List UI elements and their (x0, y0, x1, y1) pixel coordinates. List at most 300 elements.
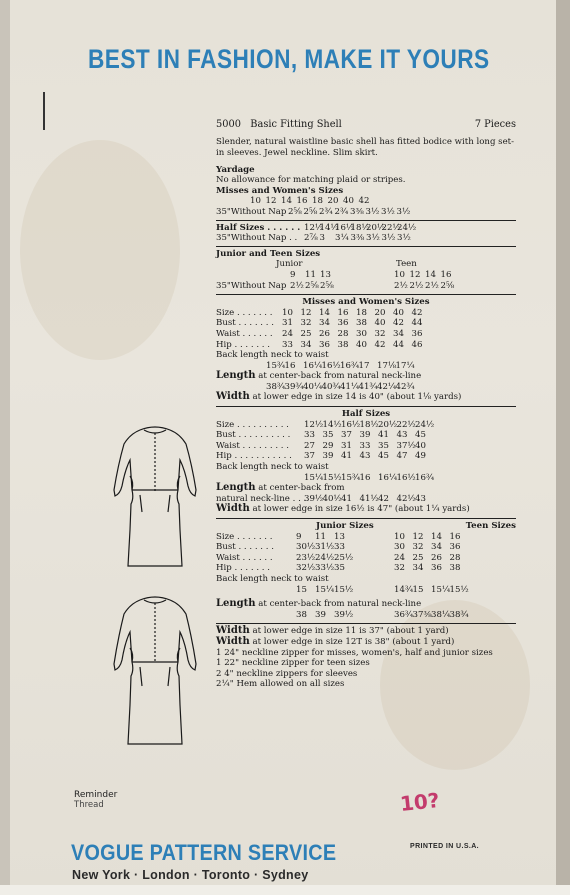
table-cell: 42¾ (395, 381, 415, 392)
table-cell: 16½ (396, 472, 416, 483)
table-cell: 27 (304, 440, 315, 451)
table-cell: 15½ (322, 472, 342, 483)
value-cells (304, 430, 431, 441)
value-cells (282, 318, 427, 329)
table-cell: 2⅝ (440, 280, 455, 291)
table-cell: 12 (265, 196, 277, 207)
value-cells (266, 360, 415, 372)
divider (216, 246, 516, 247)
envelope-right-edge (556, 0, 570, 895)
value-cells (296, 585, 394, 596)
measure-row (216, 308, 516, 319)
table-cell: 36 (411, 328, 423, 339)
table-cell: 10 (394, 531, 405, 542)
pattern-name: Basic Fitting Shell (250, 119, 342, 130)
jt-length-label: Length at center-back from natural neck-line (216, 598, 422, 610)
table-cell: 16¼ (378, 472, 398, 483)
table-cell: 42 (374, 339, 386, 350)
row-label: 35"Without Nap (216, 206, 287, 217)
measure-row (216, 532, 516, 543)
table-cell: 39 (322, 451, 334, 462)
table-cell: 2½ (394, 280, 408, 291)
value-cells (290, 281, 394, 292)
divider (216, 406, 516, 407)
table-cell: 41 (378, 430, 389, 441)
size-cells (304, 222, 417, 234)
table-cell: 32 (374, 328, 386, 339)
table-cell: 3½ (365, 206, 380, 217)
table-cell: 43 (415, 493, 426, 504)
table-cell: 14½ (322, 419, 342, 430)
table-cell: 36 (319, 339, 330, 350)
row-label: Waist . . . . . . . . . (216, 440, 289, 451)
table-cell: 18½ (350, 222, 370, 233)
table-cell: 37½ (396, 440, 416, 451)
pattern-number: 5000 (216, 119, 241, 130)
table-cell: 16½ (341, 419, 361, 430)
jt-measure-table (216, 532, 516, 574)
jt-measure-titles: Junior Sizes Teen Sizes (316, 521, 516, 531)
table-cell: 40¼ (303, 381, 323, 392)
table-cell: 26 (431, 552, 442, 563)
row-label: Hip . . . . . . . (216, 339, 270, 350)
table-cell: 42 (378, 493, 389, 504)
pattern-header (216, 120, 516, 131)
envelope-left-edge (0, 0, 10, 895)
row-label: Size . . . . . . . (216, 307, 273, 318)
table-cell: 30½ (296, 542, 316, 553)
table-cell: 42 (358, 196, 370, 207)
table-cell: 33 (359, 440, 371, 451)
row-label: 35"Without Nap (216, 280, 287, 291)
junior-cells (296, 553, 394, 564)
value-cells (282, 329, 427, 340)
table-cell: 24½ (415, 419, 435, 430)
table-cell: 25 (300, 328, 312, 339)
misses-back-row (216, 361, 516, 372)
table-cell: 38¾ (266, 381, 286, 392)
divider (216, 294, 516, 295)
table-cell: 25 (412, 552, 424, 563)
misses-back-label: Back length neck to waist (216, 350, 329, 361)
table-cell: 20 (327, 196, 339, 207)
table-cell: 10 (394, 269, 405, 280)
table-cell: 33½ (315, 563, 335, 574)
jt-back-label: Back length neck to waist (216, 573, 329, 584)
table-cell: 9 (296, 531, 302, 542)
table-cell: 14 (425, 269, 436, 280)
value-cells (304, 441, 431, 452)
table-cell: 44 (411, 318, 423, 329)
row-label: Size . . . . . . . (216, 531, 273, 542)
table-cell: 2⅝ (288, 206, 302, 217)
value-cells (282, 308, 427, 319)
table-cell: 17¼ (395, 360, 415, 371)
table-cell: 34 (393, 328, 404, 339)
table-cell: 37⅜ (412, 609, 432, 620)
table-cell: 40 (374, 318, 386, 329)
teen-cells (394, 542, 465, 553)
teen-cells (394, 532, 465, 543)
paper-stain (20, 140, 180, 360)
table-cell: 14 (431, 531, 442, 542)
table-cell: 9 (290, 269, 296, 280)
pattern-pieces: 7 Pieces (474, 119, 516, 130)
yardage-note: No allowance for matching plaid or stripes. (216, 175, 406, 186)
table-cell: 2⅝ (320, 280, 334, 291)
table-cell: 43 (396, 430, 408, 441)
table-cell: 16½ (335, 222, 355, 233)
yardage-half-row (216, 233, 516, 244)
size-cells (250, 196, 374, 207)
half-measure-title: Half Sizes (341, 409, 391, 420)
table-cell: 34 (412, 563, 424, 574)
table-cell: 35 (378, 440, 389, 451)
table-cell: 3 (319, 233, 325, 244)
jt-back-row (216, 585, 516, 596)
table-cell: 18 (356, 307, 367, 318)
row-label: 35"Without Nap . . (216, 233, 298, 244)
table-cell: 32 (394, 563, 405, 574)
notion-item: 1 22" neckline zipper for teen sizes (216, 658, 370, 669)
table-cell: 2½ (409, 280, 424, 291)
table-cell: 41 (341, 493, 352, 504)
value-cells (304, 451, 431, 462)
table-cell: 2⅞ (304, 233, 318, 244)
table-cell: 33 (282, 339, 293, 350)
table-cell: 3½ (366, 233, 380, 244)
table-cell: 10 (282, 307, 293, 318)
table-cell: 41¾ (358, 381, 378, 392)
row-label: Hip . . . . . . . . . . . (216, 451, 292, 462)
table-cell: 41¼ (340, 381, 360, 392)
table-cell: 2¾ (319, 206, 333, 217)
table-cell: 18 (312, 196, 323, 207)
measure-row (216, 542, 516, 553)
yardage-jt-row (216, 281, 516, 292)
table-cell: 15 (412, 584, 424, 595)
value-cells (304, 494, 431, 505)
table-cell: 30 (356, 328, 367, 339)
table-cell: 20½ (378, 419, 398, 430)
table-cell: 16¾ (340, 360, 360, 371)
divider (216, 220, 516, 221)
table-cell: 39 (359, 430, 371, 441)
table-cell: 15½ (449, 584, 469, 595)
table-cell: 15¼ (304, 472, 324, 483)
half-back-label: Back length neck to waist (216, 462, 329, 473)
table-cell: 34 (431, 542, 442, 553)
table-cell: 2½ (290, 280, 304, 291)
row-label: Bust . . . . . . . (216, 318, 274, 329)
junior-cells (296, 563, 394, 574)
row-label: Waist . . . . . . (216, 328, 273, 339)
printed-in-label: PRINTED IN U.S.A. (410, 843, 480, 850)
table-cell: 38 (356, 318, 367, 329)
table-cell: 15 (296, 584, 307, 595)
measure-row (216, 318, 516, 329)
table-cell: 44 (393, 339, 404, 350)
table-cell: 2⅝ (303, 206, 318, 217)
table-cell: 15¼ (315, 584, 335, 595)
table-cell: 10 (250, 196, 261, 207)
measure-row (216, 430, 516, 441)
reminder-title: Reminder (74, 790, 118, 800)
table-cell: 18½ (359, 419, 379, 430)
table-cell: 36¾ (394, 609, 414, 620)
handwritten-note: 10? (398, 788, 441, 816)
footer-title: VOGUE PATTERN SERVICE (71, 840, 337, 865)
junior-label: Junior (276, 259, 303, 270)
table-cell: 40½ (322, 493, 342, 504)
table-cell: 3½ (396, 206, 411, 217)
table-cell: 37 (304, 451, 315, 462)
table-cell: 15¾ (341, 472, 361, 483)
table-cell: 16½ (321, 360, 341, 371)
table-cell: 42¼ (377, 381, 397, 392)
table-cell: 31 (341, 440, 352, 451)
table-cell: 39½ (304, 493, 324, 504)
reminder-item: Thread (74, 800, 104, 810)
row-label: Half Sizes . . . . . . (216, 222, 301, 233)
measure-row (216, 441, 516, 452)
table-cell: 31½ (315, 542, 335, 553)
table-cell: 3¼ (335, 233, 349, 244)
table-cell: 38 (337, 339, 349, 350)
table-cell: 3⅜ (350, 206, 364, 217)
table-cell: 13 (334, 531, 345, 542)
teen-cells (394, 553, 465, 564)
table-cell: 3½ (397, 233, 411, 244)
value-cells (304, 419, 435, 431)
table-cell: 38¾ (449, 609, 469, 620)
half-width: Width at lower edge in size 16½ is 47" (about 1¼ yards) (216, 503, 470, 515)
divider (216, 623, 516, 624)
table-cell: 32½ (296, 563, 316, 574)
table-cell: 17 (358, 360, 370, 371)
notions-list (216, 648, 516, 690)
value-cells (394, 609, 469, 621)
value-cells (394, 281, 456, 292)
table-cell: 40 (343, 196, 354, 207)
row-label: Size . . . . . . . . . . (216, 419, 289, 430)
table-cell: 16 (337, 307, 349, 318)
row-label: Waist . . . . . . (216, 552, 273, 563)
row-label: Bust . . . . . . . (216, 542, 274, 553)
table-cell: 16¼ (303, 360, 323, 371)
table-cell: 42 (393, 318, 404, 329)
table-cell: 34 (319, 318, 330, 329)
table-cell: 40¾ (321, 381, 341, 392)
table-cell: 24 (282, 328, 293, 339)
table-cell: 12 (409, 269, 421, 280)
table-cell: 14 (319, 307, 330, 318)
table-cell: 39¾ (284, 381, 304, 392)
value-cells (304, 472, 435, 484)
table-cell: 49 (415, 451, 426, 462)
dress-back-view-illustration-2 (100, 590, 210, 750)
table-cell: 22½ (396, 419, 416, 430)
row-label: Bust . . . . . . . . . . (216, 430, 291, 441)
table-cell: 12½ (304, 222, 324, 233)
table-cell: 40 (393, 307, 404, 318)
table-cell: 24½ (397, 222, 417, 233)
table-cell: 23½ (296, 552, 316, 563)
misses-measure-title: Misses and Women's Sizes (302, 297, 430, 308)
table-cell: 47 (396, 451, 408, 462)
table-cell: 3⅜ (350, 233, 365, 244)
misses-length-row (216, 382, 516, 393)
table-cell: 20 (374, 307, 386, 318)
table-cell: 41½ (359, 493, 379, 504)
yardage-jt-group-labels (216, 259, 516, 270)
table-cell: 24 (394, 552, 405, 563)
misses-measure-table (216, 308, 516, 350)
table-cell: 38 (296, 609, 307, 620)
value-cells (282, 340, 427, 351)
junior-cells (296, 542, 394, 553)
teen-cells (394, 563, 465, 574)
table-cell: 43 (359, 451, 371, 462)
reminder-box (74, 790, 117, 810)
pattern-description: Slender, natural waistline basic shell has fitted bodice with long set-in sleeves. Jewel neckline. Slim skirt. (216, 136, 515, 158)
table-cell: 26 (319, 328, 330, 339)
table-cell: 16 (359, 472, 371, 483)
table-cell: 14¾ (394, 584, 414, 595)
table-cell: 28 (449, 552, 461, 563)
table-cell: 45 (378, 451, 389, 462)
table-cell: 15¼ (431, 584, 451, 595)
table-cell: 33 (304, 430, 315, 441)
table-cell: 40 (415, 440, 426, 451)
table-cell: 38 (449, 563, 461, 574)
table-cell: 34 (300, 339, 312, 350)
footer-cities: New York · London · Toronto · Sydney (72, 868, 309, 882)
table-cell: 3½ (381, 233, 396, 244)
value-cells (394, 584, 469, 596)
table-cell: 39½ (334, 609, 354, 620)
value-cells (266, 381, 415, 393)
table-cell: 24½ (315, 552, 335, 563)
table-cell: 40 (356, 339, 367, 350)
table-cell: 15½ (334, 584, 354, 595)
table-cell: 31 (282, 318, 293, 329)
notion-item: 1 24" neckline zipper for misses, women's, half and junior sizes (216, 647, 493, 658)
table-cell: 35 (322, 430, 334, 441)
notion-item: 2 4" neckline zippers for sleeves (216, 668, 358, 679)
misses-width: Width at lower edge in size 14 is 40" (about 1⅛ yards) (216, 391, 462, 403)
table-cell: 14 (281, 196, 292, 207)
table-cell: 30 (394, 542, 405, 553)
table-cell: 12 (412, 531, 424, 542)
jt-width-11: Width at lower edge in size 11 is 37" (about 1 yard) (216, 625, 449, 637)
table-cell: 16 (449, 531, 461, 542)
jt-width-12t: Width at lower edge in size 12T is 38" (about 1 yard) (216, 635, 455, 647)
table-cell: 46 (411, 339, 423, 350)
table-cell: 36 (449, 542, 461, 553)
table-cell: 32 (412, 542, 424, 553)
half-measure-table (216, 420, 516, 462)
divider (216, 518, 516, 519)
table-cell: 20½ (366, 222, 386, 233)
table-cell: 2¾ (334, 206, 349, 217)
half-length-row: natural neck-line . . . 39½ 40½ 41 41½ 42 42½ 43 (216, 494, 516, 505)
yardage-jt-sizes (216, 270, 516, 281)
table-cell: 41 (341, 451, 352, 462)
dress-back-view-illustration-1 (100, 420, 210, 570)
table-cell: 29 (322, 440, 334, 451)
size-cells (290, 270, 394, 281)
table-cell: 33 (334, 542, 345, 553)
table-cell: 16 (284, 360, 296, 371)
table-cell: 12 (300, 307, 312, 318)
envelope-crease-line (43, 92, 45, 130)
table-cell: 36 (337, 318, 349, 329)
table-cell: 16 (440, 269, 452, 280)
table-cell: 2⅝ (305, 280, 319, 291)
envelope-bottom-strip (0, 885, 570, 895)
yardage-junior-teen-title: Junior and Teen Sizes (216, 248, 321, 259)
yardage-misses-row (216, 207, 516, 218)
yardage-misses-sizes (216, 196, 516, 207)
table-cell: 3½ (381, 206, 395, 217)
junior-cells (296, 532, 394, 543)
table-cell: 15¾ (266, 360, 286, 371)
value-cells (288, 207, 412, 218)
size-cells (394, 270, 456, 281)
row-label: Hip . . . . . . . (216, 563, 270, 574)
table-cell: 16¾ (415, 472, 435, 483)
yardage-misses-title: Misses and Women's Sizes (216, 185, 344, 196)
table-cell: 38¼ (431, 609, 451, 620)
table-cell: 36 (431, 563, 442, 574)
header-title: BEST IN FASHION, MAKE IT YOURS (88, 44, 490, 74)
value-cells (304, 233, 413, 244)
yardage-title: Yardage (216, 164, 255, 175)
half-back-row (216, 473, 516, 484)
misses-length-label: Length at center-back from natural neck-line (216, 370, 422, 382)
table-cell: 22½ (381, 222, 401, 233)
table-cell: 14½ (319, 222, 339, 233)
table-cell: 17⅛ (377, 360, 397, 371)
measure-row (216, 340, 516, 351)
table-cell: 37 (341, 430, 352, 441)
half-length-label: Length at center-back from (216, 482, 345, 494)
table-cell: 16 (296, 196, 308, 207)
measure-row (216, 329, 516, 340)
value-cells (296, 610, 394, 621)
notion-item: 2¼" Hem allowed on all sizes (216, 679, 345, 690)
pattern-info (216, 120, 516, 690)
table-cell: 39 (315, 609, 326, 620)
teen-label: Teen (396, 259, 417, 270)
measure-row (216, 563, 516, 574)
measure-row (216, 553, 516, 564)
table-cell: 12½ (304, 419, 324, 430)
table-cell: 2½ (425, 280, 439, 291)
table-cell: 11 (315, 531, 326, 542)
table-cell: 11 (305, 269, 316, 280)
measure-row (216, 420, 516, 431)
table-cell: 45 (415, 430, 426, 441)
table-cell: 32 (300, 318, 312, 329)
table-cell: 42 (411, 307, 423, 318)
table-cell: 13 (320, 269, 331, 280)
measure-row (216, 451, 516, 462)
table-cell: 25½ (334, 552, 354, 563)
table-cell: 42½ (396, 493, 416, 504)
table-cell: 35 (334, 563, 345, 574)
